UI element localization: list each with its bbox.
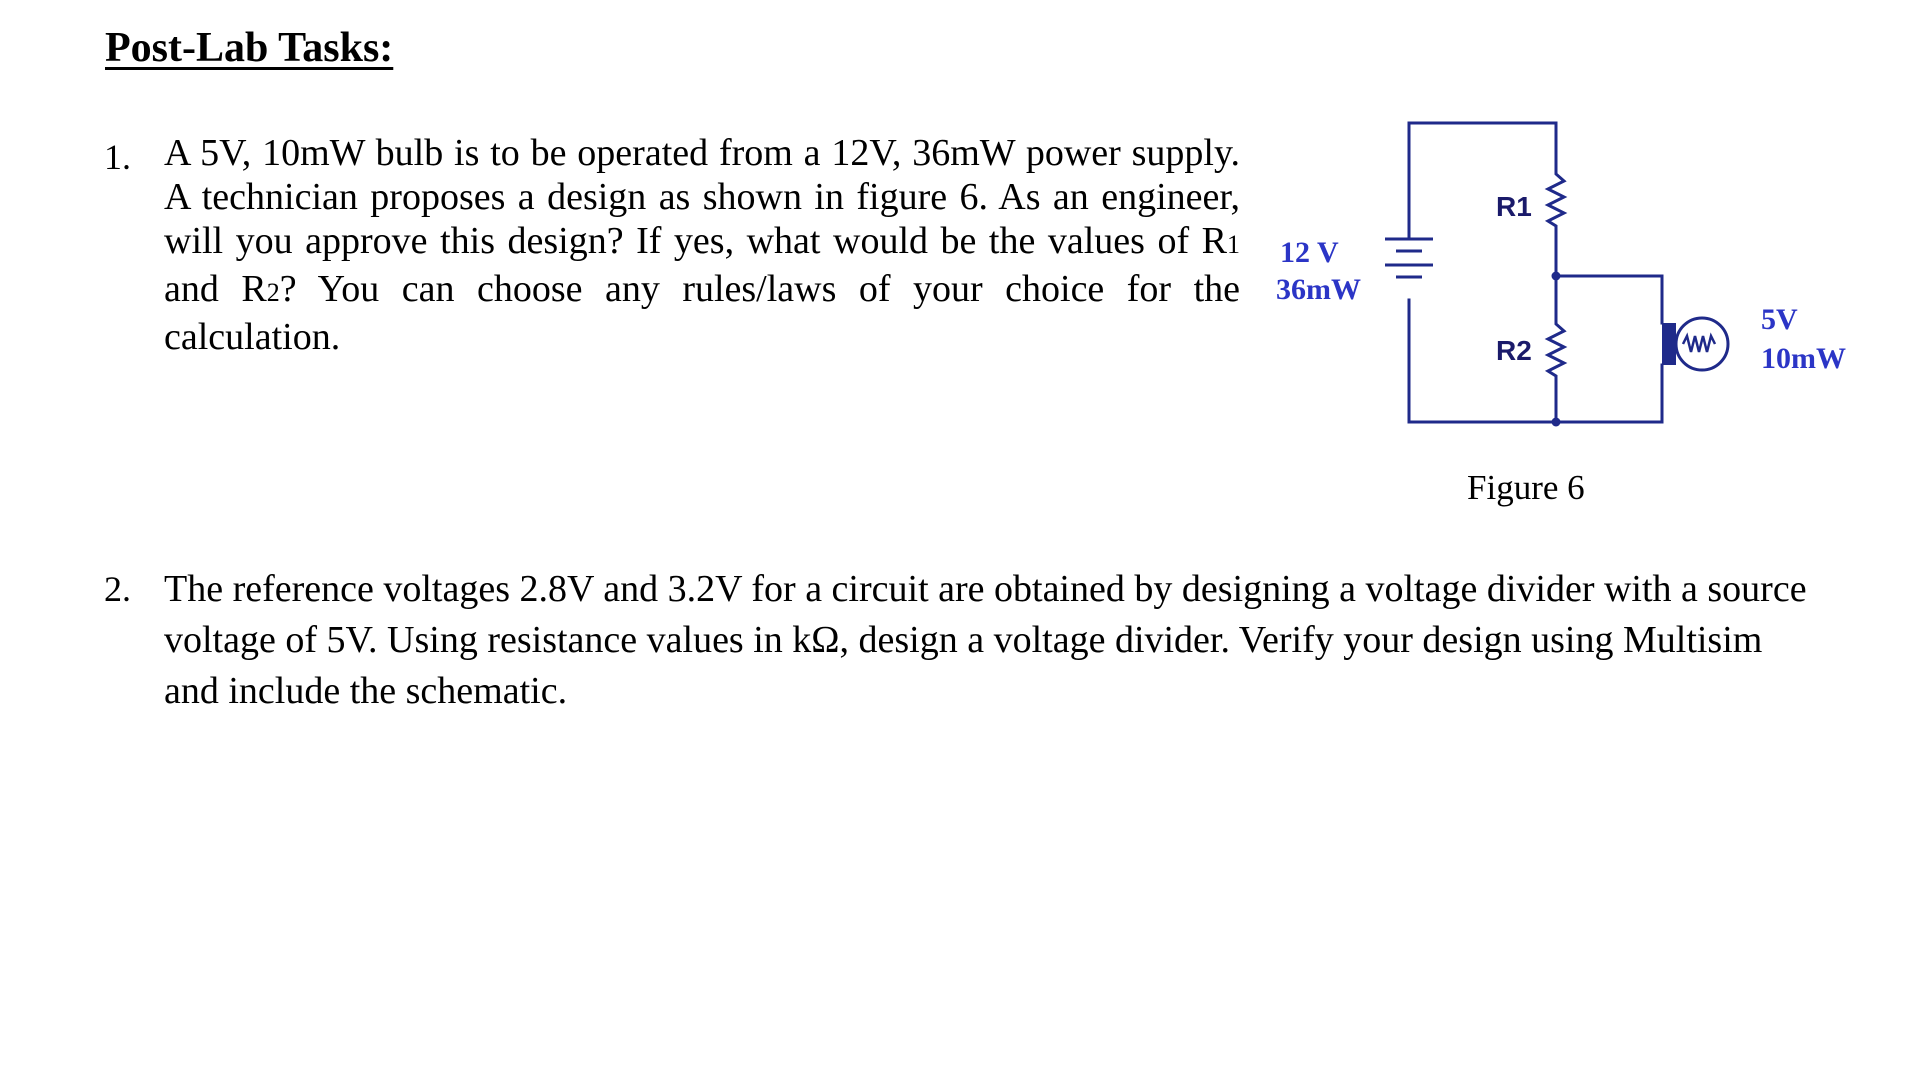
- subscript-r1: 1: [1227, 230, 1240, 259]
- battery-symbol: [1385, 239, 1433, 277]
- question-2-line-3: and include the schematic.: [164, 670, 568, 712]
- source-power-label: 36mW: [1276, 273, 1361, 306]
- question-1-line-4: [164, 267, 1240, 315]
- question-2-line-1: The reference voltages 2.8V and 3.2V for a circuit are obtained by designing a voltage divider with a source: [164, 568, 1807, 610]
- junction-dot-bottom: [1552, 418, 1561, 427]
- subscript-r2: 2: [266, 278, 280, 307]
- r2-label: R2: [1496, 335, 1532, 366]
- question-1-line-4-rest: ? You can choose any rules/laws of your choice for the: [279, 268, 1240, 310]
- bulb-power-label: 10mW: [1761, 342, 1846, 375]
- question-1-line-3: [164, 219, 1240, 267]
- r1-label: R1: [1496, 191, 1532, 222]
- bulb-icon: [1662, 318, 1728, 370]
- junction-dot-top: [1552, 272, 1561, 281]
- source-voltage-label: 12 V: [1280, 236, 1339, 269]
- question-2-line-2: voltage of 5V. Using resistance values in kΩ, design a voltage divider. Verify your design using Multisim: [164, 619, 1763, 661]
- question-1-text: [164, 131, 1240, 359]
- resistor-r1: [1548, 168, 1564, 232]
- question-1-line-3-text: will you approve this design? If yes, what would be the values of R: [164, 220, 1227, 262]
- resistor-r2: [1548, 318, 1564, 382]
- page-heading: Post-Lab Tasks:: [105, 25, 394, 71]
- figure-caption: Figure 6: [1467, 468, 1585, 507]
- question-1-line-4-text: and R: [164, 268, 267, 310]
- question-1-line-5: calculation.: [164, 316, 341, 358]
- question-1-line-1: A 5V, 10mW bulb is to be operated from a 12V, 36mW power supply.: [164, 132, 1240, 174]
- bulb-voltage-label: 5V: [1761, 303, 1798, 336]
- question-1-line-2: A technician proposes a design as shown in figure 6. As an engineer,: [164, 176, 1240, 218]
- question-2-text: [164, 564, 1864, 717]
- question-2-number: 2.: [104, 569, 131, 609]
- question-1-number: 1.: [104, 137, 131, 177]
